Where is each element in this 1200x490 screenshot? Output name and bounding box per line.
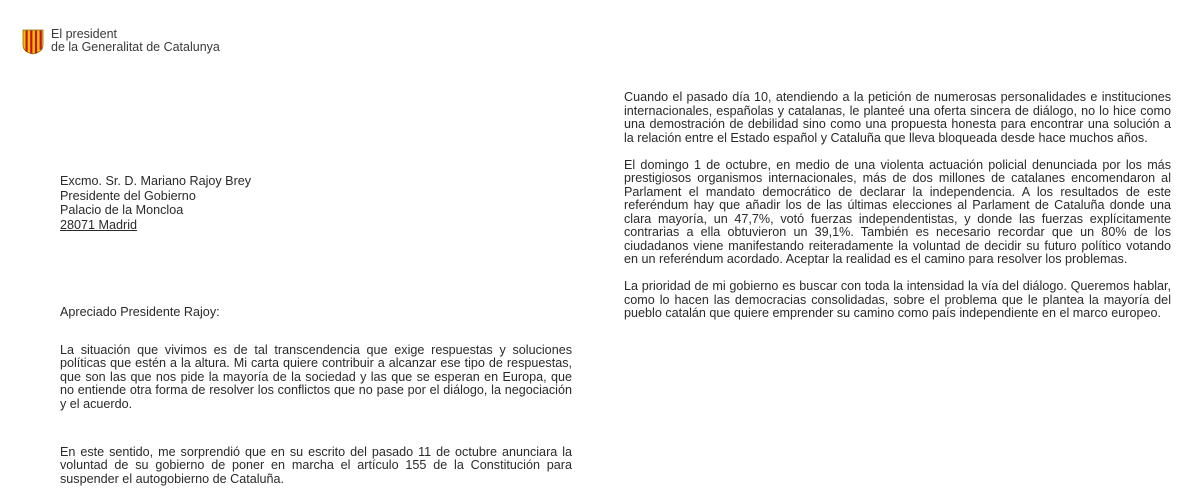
right-paragraph-1: Cuando el pasado día 10, atendiendo a la petición de numerosas personalidades e instituciones internacionales, españolas y catalanas, le planteé una oferta sincera de diálogo, no lo hice como una demostración de debilidad sino como una propuesta honesta para encontrar una solución a la relación entre el Estado español y Cataluña que lleva bloqueada desde hace muchos años. xyxy=(624,90,1171,145)
generalitat-emblem-icon xyxy=(22,29,44,55)
letterhead-text xyxy=(51,28,220,54)
right-column xyxy=(624,91,1171,334)
recipient-city: 28071 Madrid xyxy=(60,217,138,232)
right-paragraph-2: El domingo 1 de octubre, en medio de una violenta actuación policial denunciada por los más prestigiosos organismos internacionales, más de dos millones de catalanes encomendaron al Parlament el mandato democrático de declarar la independencia. A los resultados de este referéndum hay que añadir los de las últimas elecciones al Parlament de Cataluña donde una clara mayoría, un 47,7%, votó fuerzas independentistas, y donde las fuerzas explícitamente contrarias a ella obtuvieron un 39,1%. También es necesario recordar que un 80% de los ciudadanos viene manifestando reiteradamente la voluntad de decidir su futuro político votando en un referéndum acordado. Aceptar la realidad es el camino para resolver los problemas. xyxy=(624,157,1171,266)
right-paragraph-3: La prioridad de mi gobierno es buscar con toda la intensidad la vía del diálogo. Queremos hablar, como lo hacen las democracias consolidadas, sobre el problema que le plantea la mayoría del pueblo catalán que quiere emprender su camino como país independiente en el marco europeo. xyxy=(624,279,1171,320)
left-paragraph-1: La situación que vivimos es de tal transcendencia que exige respuestas y soluciones políticas que estén a la altura. Mi carta quiere contribuir a alcanzar ese tipo de respuestas, que son las que nos pide la mayoría de la sociedad y las que se esperan en Europa, que no entiende otra forma de resolver los conflictos que no pase por el diálogo, la negociación y el acuerdo. xyxy=(60,342,572,411)
letterhead-line-1: El president xyxy=(51,27,118,41)
left-paragraph-2: En este sentido, me sorprendió que en su escrito del pasado 11 de octubre anunciara la voluntad de su gobierno de poner en marcha el artículo 155 de la Constitución para suspender el autogobierno de Cataluña. xyxy=(60,444,572,486)
recipient-place: Palacio de la Moncloa xyxy=(60,203,184,217)
letterhead-line-2: de la Generalitat de Catalunya xyxy=(51,40,220,54)
salutation: Apreciado Presidente Rajoy: xyxy=(60,305,220,319)
recipient-name: Excmo. Sr. D. Mariano Rajoy Brey xyxy=(60,174,252,188)
recipient-address xyxy=(60,174,251,232)
letterhead xyxy=(22,28,220,55)
recipient-title: Presidente del Gobierno xyxy=(60,188,196,203)
